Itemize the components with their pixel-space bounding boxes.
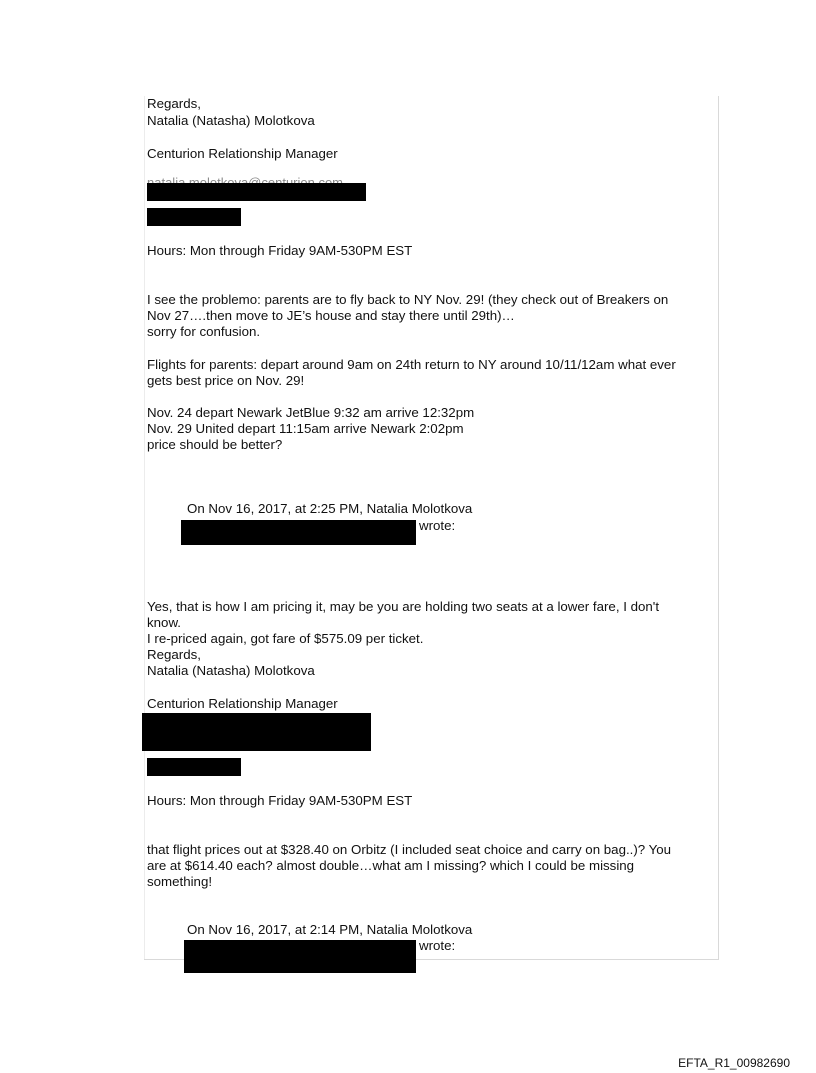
problemo-line-2: Nov 27….then move to JE’s house and stay there until 29th)…: [147, 308, 515, 323]
signature-title: Centurion Relationship Manager: [147, 146, 338, 161]
signature-regards: Regards,: [147, 96, 201, 111]
flights-request-line-1: Flights for parents: depart around 9am on 24th return to NY around 10/11/12am what ever: [147, 357, 676, 372]
redaction-quote-email-2: [184, 940, 416, 973]
signature-hours: Hours: Mon through Friday 9AM-530PM EST: [147, 243, 413, 258]
pricing-reply-regards: Regards,: [147, 647, 201, 662]
redaction-phone: [147, 208, 241, 226]
redaction-email: [147, 183, 366, 201]
problemo-line-1: I see the problemo: parents are to fly back to NY Nov. 29! (they check out of Breakers on: [147, 292, 669, 307]
quote-wrote-2: wrote:: [419, 938, 456, 953]
pricing-reply-line-3: I re-priced again, got fare of $575.09 per ticket.: [147, 631, 424, 646]
problemo-line-3: sorry for confusion.: [147, 324, 261, 339]
pricing-reply-hours: Hours: Mon through Friday 9AM-530PM EST: [147, 793, 413, 808]
pricing-reply-line-2: know.: [147, 615, 182, 630]
orbitz-line-3: something!: [147, 874, 213, 889]
flights-request-line-2: gets best price on Nov. 29!: [147, 373, 305, 388]
redaction-contact-block: [142, 713, 371, 751]
orbitz-line-1: that flight prices out at $328.40 on Orbitz (I included seat choice and carry on bag..)? You: [147, 842, 672, 857]
quote-header-1: On Nov 16, 2017, at 2:25 PM, Natalia Molotkova: [187, 501, 473, 516]
redaction-quote-email-1: [181, 520, 416, 545]
flight-detail-line-3: price should be better?: [147, 437, 283, 452]
flight-detail-line-1: Nov. 24 depart Newark JetBlue 9:32 am arrive 12:32pm: [147, 405, 475, 420]
document-id: EFTA_R1_00982690: [678, 1056, 790, 1070]
pricing-reply-line-1: Yes, that is how I am pricing it, may be you are holding two seats at a lower fare, I don't: [147, 599, 660, 614]
quote-header-2: On Nov 16, 2017, at 2:14 PM, Natalia Molotkova: [187, 922, 473, 937]
signature-name: Natalia (Natasha) Molotkova: [147, 113, 315, 128]
redaction-phone-2: [147, 758, 241, 776]
pricing-reply-title: Centurion Relationship Manager: [147, 696, 338, 711]
quote-wrote-1: wrote:: [419, 518, 456, 533]
orbitz-line-2: are at $614.40 each? almost double…what am I missing? which I could be missing: [147, 858, 635, 873]
flight-detail-line-2: Nov. 29 United depart 11:15am arrive Newark 2:02pm: [147, 421, 464, 436]
pricing-reply-name: Natalia (Natasha) Molotkova: [147, 663, 315, 678]
